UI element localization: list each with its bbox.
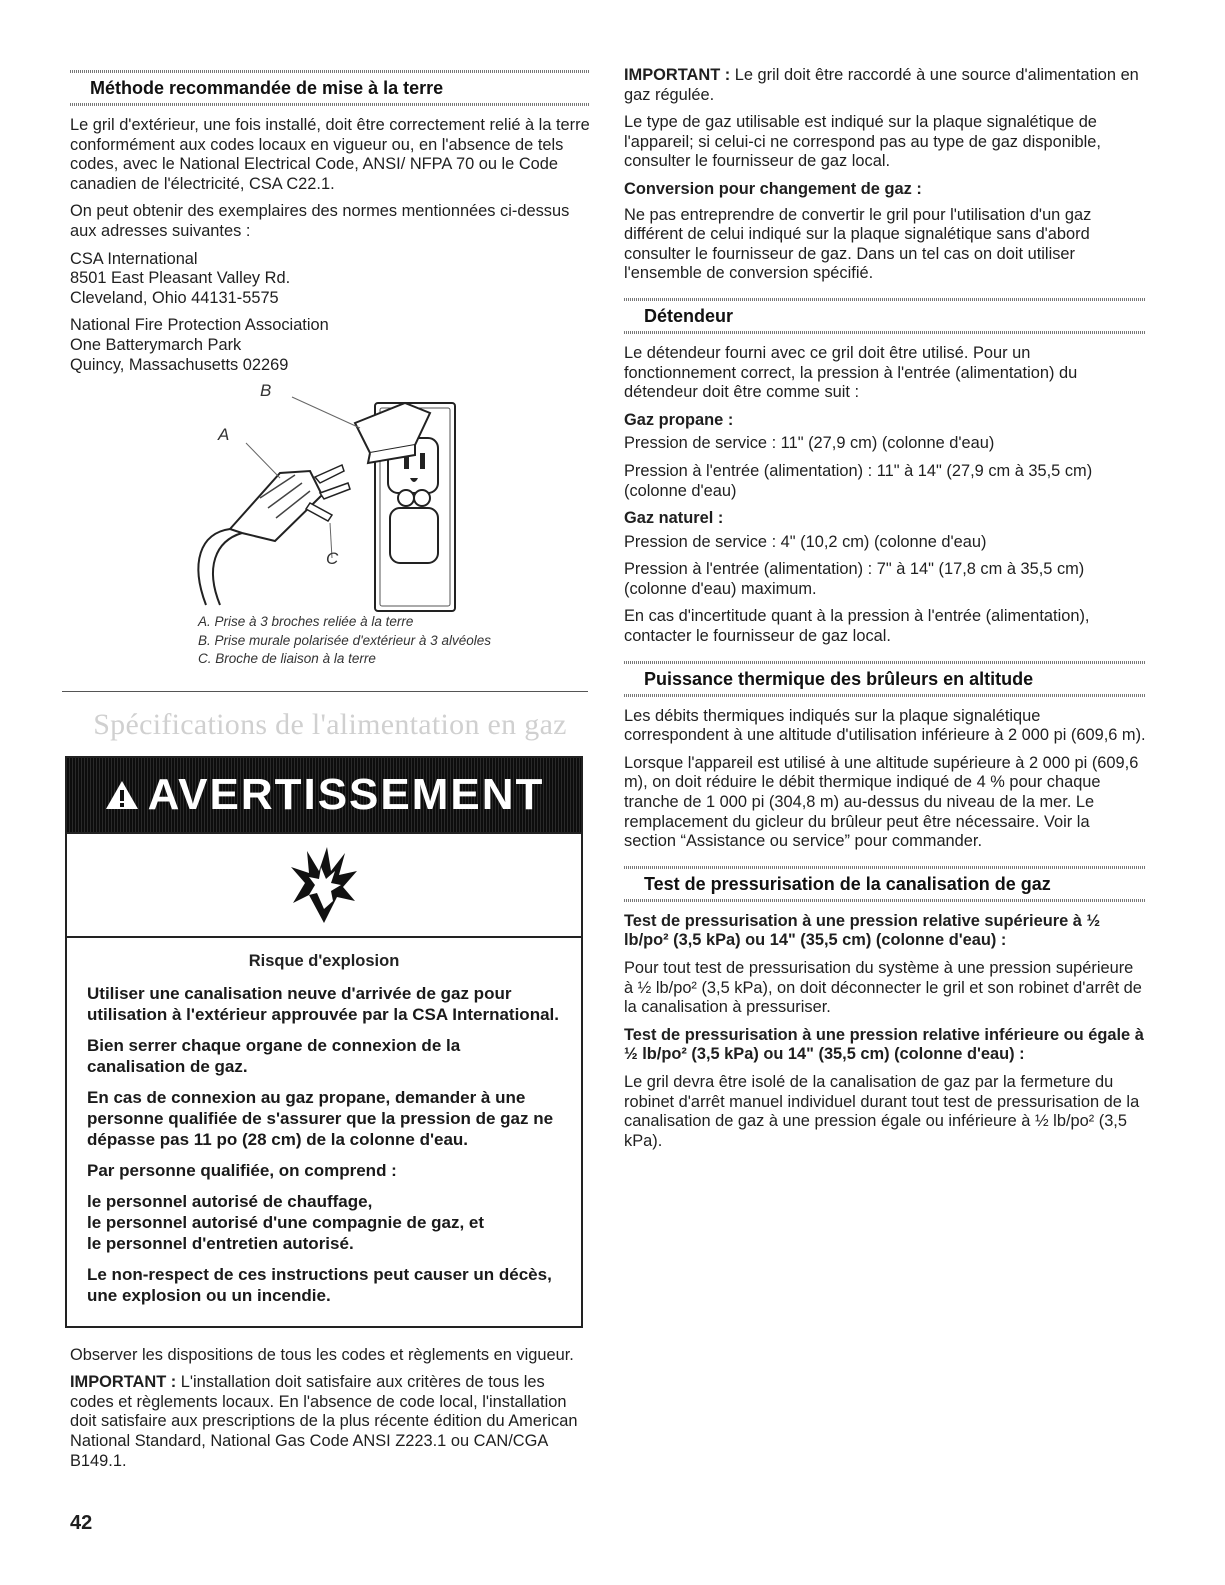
qualified-person: le personnel d'entretien autorisé. bbox=[87, 1233, 354, 1253]
altitude-paragraph: Les débits thermiques indiqués sur la plaque signalétique correspondent à une altitude d'utilisation inférieure à 2 000 pi (609,6 m). bbox=[624, 706, 1146, 745]
caption-a: A. Prise à 3 broches reliée à la terre bbox=[198, 614, 414, 630]
regulator-section-header bbox=[624, 298, 1146, 334]
caption-c: C. Broche de liaison à la terre bbox=[198, 651, 376, 667]
figure-label-b: B bbox=[260, 381, 272, 401]
gas-supply-section-title: Spécifications de l'alimentation en gaz bbox=[93, 707, 567, 741]
warning-icon-area bbox=[67, 834, 581, 938]
warning-paragraph: Utiliser une canalisation neuve d'arrivée de gaz pour utilisation à l'extérieur approuvée par la CSA International. bbox=[87, 983, 559, 1024]
address-line: Cleveland, Ohio 44131-5575 bbox=[70, 288, 279, 307]
address-nfpa bbox=[70, 316, 590, 375]
observe-paragraph: Observer les dispositions de tous les codes et règlements en vigueur. bbox=[70, 1345, 574, 1364]
important-label: IMPORTANT : bbox=[624, 66, 731, 84]
propane-heading: Gaz propane : bbox=[624, 410, 734, 429]
important-paragraph-right bbox=[624, 66, 1146, 105]
warning-box bbox=[65, 756, 583, 1328]
pressure-test-heading-low: Test de pressurisation à une pression relative inférieure ou égale à ½ lb/po² (3,5 kPa) ou 14" (35,5 cm) (colonne d'eau) : bbox=[624, 1025, 1144, 1064]
warning-triangle-icon bbox=[104, 779, 140, 811]
altitude-paragraph: Lorsque l'appareil est utilisé à une altitude supérieure à 2 000 pi (609,6 m), on doit réduire le débit thermique indiqué de 4 % pour chaque tranche de 1 000 pi (304,8 m) au-dessus du niveau de la mer. Le remplacement du gicleur du brûleur peut être nécessaire. Voir la section “Assistance ou service” pour commander. bbox=[624, 753, 1139, 851]
plug-outlet-illustration bbox=[70, 383, 590, 613]
natural-gas-heading: Gaz naturel : bbox=[624, 509, 724, 528]
warning-header bbox=[67, 758, 581, 834]
standards-paragraph: On peut obtenir des exemplaires des normes mentionnées ci-dessus aux adresses suivantes : bbox=[70, 202, 570, 240]
pressure-test-paragraph-low: Le gril devra être isolé de la canalisation de gaz par la fermeture du robinet d'arrêt manuel individuel durant tout test de pressurisation de la canalisation de gaz à une pression égale ou inférieure à ½ lb/po² (3,5 kPa). bbox=[624, 1072, 1140, 1150]
warning-body bbox=[67, 938, 581, 1326]
important-text: L'installation doit satisfaire aux critères de tous les codes et règlements locaux. En l'absence de code local, l'installation doit satisfaire aux prescriptions de la plus récente édition du American National Standard, National Gas Code ANSI Z223.1 ou CAN/CGA B149.1. bbox=[70, 1373, 578, 1470]
figure-label-c: C bbox=[326, 549, 339, 569]
grounding-title: Méthode recommandée de mise à la terre bbox=[90, 78, 444, 98]
right-column bbox=[624, 66, 1146, 1159]
qualified-person: le personnel autorisé d'une compagnie de gaz, et bbox=[87, 1212, 485, 1232]
page-number: 42 bbox=[70, 1512, 93, 1534]
natural-inlet-pressure: Pression à l'entrée (alimentation) : 7" à 14" (17,8 cm à 35,5 cm) (colonne d'eau) maximum. bbox=[624, 560, 1085, 598]
grounding-section-header bbox=[70, 70, 590, 106]
natural-service-pressure: Pression de service : 4" (10,2 cm) (colonne d'eau) bbox=[624, 532, 987, 551]
section-divider bbox=[62, 691, 588, 692]
gas-type-paragraph: Le type de gaz utilisable est indiqué sur la plaque signalétique de l'appareil; si celui-ci ne correspond pas au type de gaz disponible, consulter le fournisseur de gaz local. bbox=[624, 113, 1101, 171]
qualified-person: le personnel autorisé de chauffage, bbox=[87, 1191, 373, 1211]
address-line: National Fire Protection Association bbox=[70, 316, 329, 335]
explosion-icon bbox=[289, 845, 359, 925]
address-csa bbox=[70, 250, 590, 309]
pressure-test-section-header bbox=[624, 866, 1146, 902]
important-paragraph-left bbox=[70, 1373, 590, 1471]
regulator-intro: Le détendeur fourni avec ce gril doit être utilisé. Pour un fonctionnement correct, la pression à l'entrée (alimentation) du détendeur doit être comme suit : bbox=[624, 343, 1078, 402]
warning-paragraph: Bien serrer chaque organe de connexion de la canalisation de gaz. bbox=[87, 1035, 461, 1076]
address-line: CSA International bbox=[70, 249, 198, 268]
conversion-paragraph: Ne pas entreprendre de convertir le gril pour l'utilisation d'un gaz différent de celui indiqué sur la plaque signalétique sans d'abord consulter le fournisseur de gaz. Dans un tel cas on doit utiliser l'ensemble de conversion spécifié. bbox=[624, 205, 1092, 283]
pressure-test-paragraph-high: Pour tout test de pressurisation du système à une pression supérieure à ½ lb/po² (3,5 kPa), on doit déconnecter le gril et son robinet d'arrêt de la canalisation à pressuriser. bbox=[624, 959, 1142, 1017]
warning-paragraph: En cas de connexion au gaz propane, demander à une personne qualifiée de s'assurer que la pression de gaz ne dépasse pas 11 po (28 cm) de la colonne d'eau. bbox=[87, 1087, 554, 1149]
altitude-title: Puissance thermique des brûleurs en altitude bbox=[644, 668, 1034, 689]
caption-b: B. Prise murale polarisée d'extérieur à 3 alvéoles bbox=[198, 632, 491, 648]
warning-title-wrap bbox=[104, 770, 545, 820]
address-line: One Batterymarch Park bbox=[70, 335, 242, 354]
warning-risk: Risque d'explosion bbox=[248, 951, 400, 970]
propane-service-pressure: Pression de service : 11" (27,9 cm) (colonne d'eau) bbox=[624, 434, 995, 453]
important-text: Le gril doit être raccordé à une source d'alimentation en gaz régulée. bbox=[624, 66, 1139, 104]
uncertainty-paragraph: En cas d'incertitude quant à la pression à l'entrée (alimentation), contacter le fournisseur de gaz local. bbox=[624, 607, 1090, 646]
warning-consequence: Le non-respect de ces instructions peut causer un décès, une explosion ou un incendie. bbox=[87, 1264, 552, 1305]
warning-title: AVERTISSEMENT bbox=[147, 769, 545, 819]
propane-inlet-pressure: Pression à l'entrée (alimentation) : 11" à 14" (27,9 cm à 35,5 cm) (colonne d'eau) bbox=[624, 461, 1093, 500]
figure-label-a: A bbox=[218, 425, 230, 445]
grounding-paragraph: Le gril d'extérieur, une fois installé, doit être correctement relié à la terre conformément aux codes locaux en vigueur ou, en l'absence de tels codes, avec le National Electrical Code, ANSI/ NFPA 70 ou le Code canadien de l'électricité, CSA C22.1. bbox=[70, 116, 590, 193]
pressure-test-title: Test de pressurisation de la canalisation de gaz bbox=[644, 873, 1051, 894]
figure-captions bbox=[198, 613, 590, 669]
conversion-heading: Conversion pour changement de gaz : bbox=[624, 179, 922, 198]
qualified-persons-list bbox=[87, 1191, 561, 1254]
pressure-test-heading-high: Test de pressurisation à une pression relative supérieure à ½ lb/po² (3,5 kPa) ou 14" (35,5 cm) (colonne d'eau) : bbox=[624, 911, 1101, 950]
important-label: IMPORTANT : bbox=[70, 1373, 177, 1392]
address-line: 8501 East Pleasant Valley Rd. bbox=[70, 269, 291, 288]
left-column bbox=[70, 70, 590, 1479]
warning-paragraph: Par personne qualifiée, on comprend : bbox=[87, 1160, 397, 1180]
altitude-section-header bbox=[624, 661, 1146, 697]
regulator-title: Détendeur bbox=[644, 305, 734, 326]
address-line: Quincy, Massachusetts 02269 bbox=[70, 355, 289, 374]
grounding-plug-figure bbox=[70, 383, 590, 613]
